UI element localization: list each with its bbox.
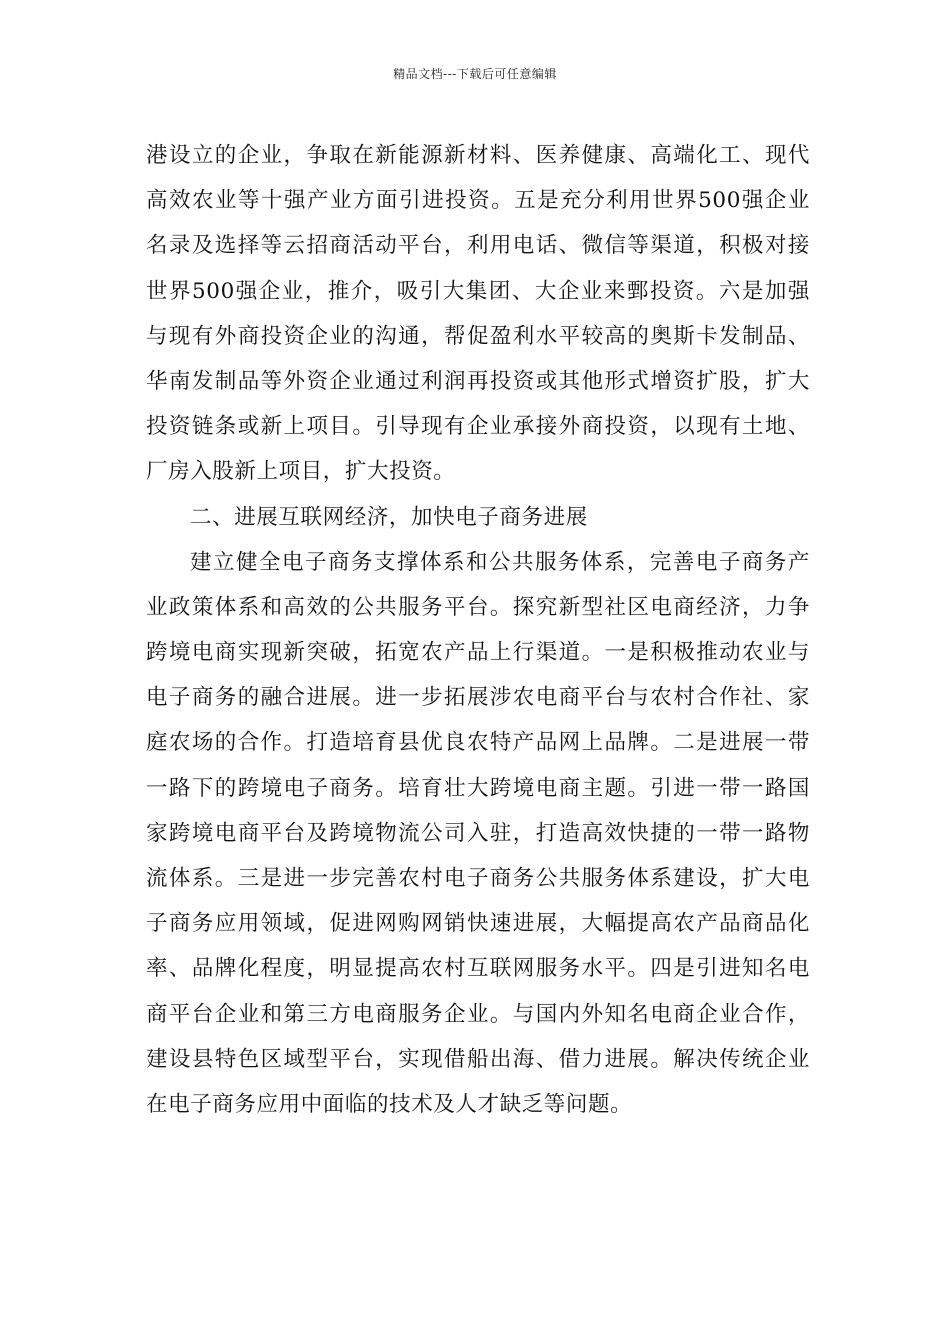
text-line: 商平台企业和第三方电商服务企业。与国内外知名电商企业合作， (146, 1001, 810, 1027)
text-line: 在电子商务应用中面临的技术及人才缺乏等问题。 (146, 1091, 633, 1117)
text-line: 业政策体系和高效的公共服务平台。探究新型社区电商经济，力争 (146, 594, 810, 620)
page-header: 精品文档---下载后可任意编辑 (393, 67, 557, 81)
text-line: 与现有外商投资企业的沟通，帮促盈利水平较高的奥斯卡发制品、 (146, 323, 810, 349)
paragraph-ecommerce (146, 540, 810, 1127)
text-line: 跨境电商实现新突破，拓宽农产品上行渠道。一是积极推动农业与 (146, 640, 810, 666)
text-line: 家跨境电商平台及跨境物流公司入驻，打造高效快捷的一带一路物 (146, 820, 810, 846)
text-line: 建立健全电子商务支撑体系和公共服务体系，完善电子商务产 (190, 549, 810, 575)
text-line: 高效农业等十强产业方面引进投资。五是充分利用世界500强企业 (146, 188, 810, 214)
text-line: 电子商务的融合进展。进一步拓展涉农电商平台与农村合作社、家 (146, 685, 810, 711)
text-line: 世界500强企业，推介，吸引大集团、大企业来鄄投资。六是加强 (146, 278, 810, 304)
text-line: 港设立的企业，争取在新能源新材料、医养健康、高端化工、现代 (146, 143, 810, 168)
document-body (146, 133, 810, 1127)
text-line: 率、品牌化程度，明显提高农村互联网服务水平。四是引进知名电 (146, 956, 810, 982)
text-line: 华南发制品等外资企业通过利润再投资或其他形式增资扩股，扩大 (146, 368, 810, 394)
text-line: 名录及选择等云招商活动平台，利用电话、微信等渠道，积极对接 (146, 233, 810, 259)
text-line: 建设县特色区域型平台，实现借船出海、借力进展。解决传统企业 (146, 1046, 810, 1072)
text-line: 庭农场的合作。打造培育县优良农特产品网上品牌。二是进展一带 (146, 730, 810, 756)
text-line: 厂房入股新上项目，扩大投资。 (146, 459, 456, 485)
section-heading (146, 495, 810, 540)
text-line: 子商务应用领域，促进网购网销快速进展，大幅提高农产品商品化 (146, 911, 810, 937)
paragraph-continuation (146, 133, 810, 495)
text-line: 流体系。三是进一步完善农村电子商务公共服务体系建设，扩大电 (146, 866, 810, 891)
heading-text: 二、进展互联网经济，加快电子商务进展 (190, 504, 588, 530)
text-line: 投资链条或新上项目。引导现有企业承接外商投资，以现有土地、 (146, 414, 810, 440)
text-line: 一路下的跨境电子商务。培育壮大跨境电商主题。引进一带一路国 (146, 775, 810, 801)
